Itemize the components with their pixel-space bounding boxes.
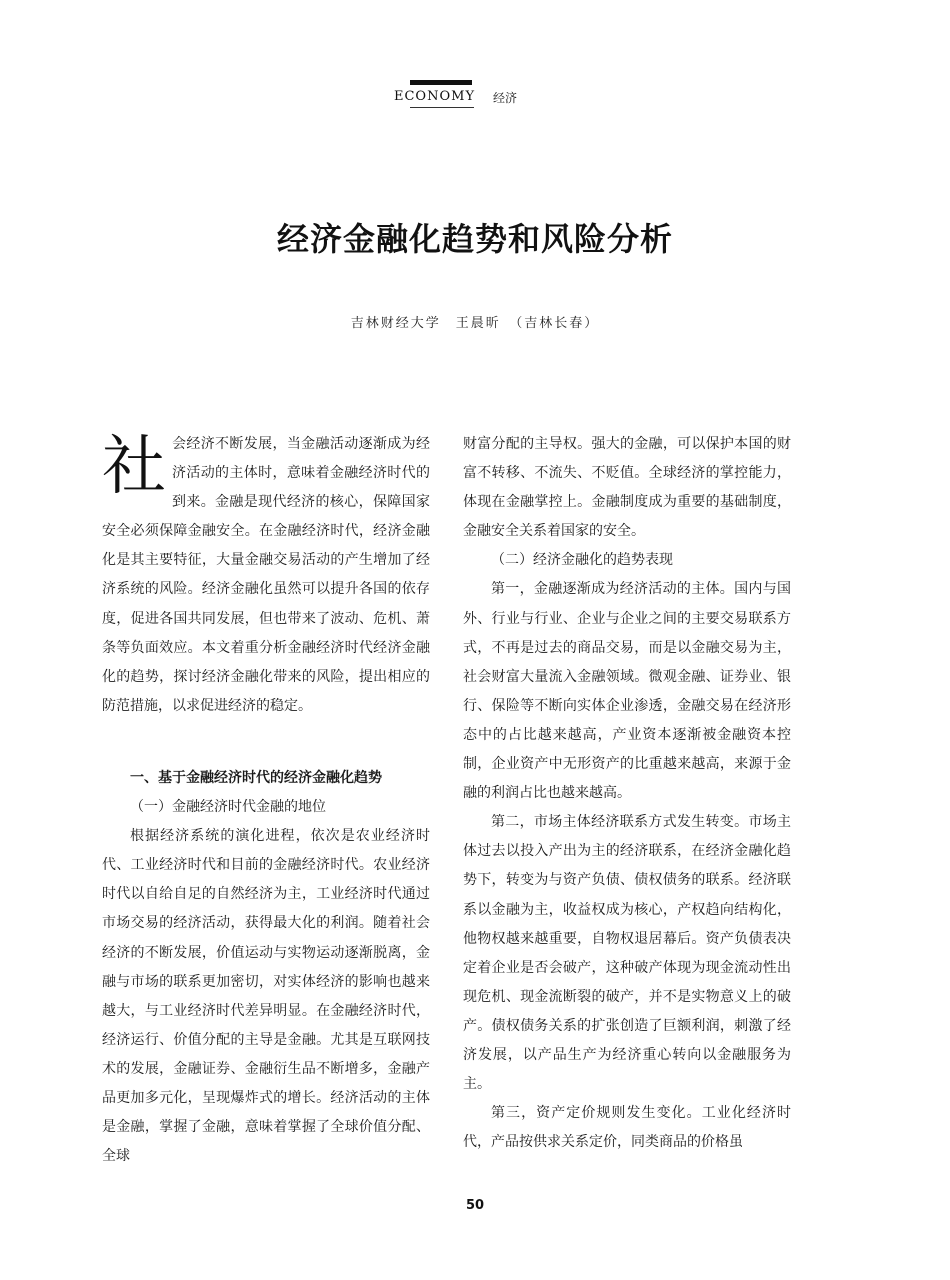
- intro-paragraph: [102, 430, 430, 721]
- subsection-heading: （二）经济金融化的趋势表现: [491, 552, 673, 569]
- header-bar: [410, 80, 472, 85]
- header-underline: [410, 107, 474, 108]
- section-heading: 一、基于金融经济时代的经济金融化趋势: [130, 769, 382, 786]
- intro-text: 会经济不断发展，当金融活动逐渐成为经济活动的主体时，意味着金融经济时代的到来。金融是现代经济的核心，保障国家安全必须保障金融安全。在金融经济时代，经济金融化是其主要特征，大量金融交易活动的产生增加了经济系统的风险。经济金融化虽然可以提升各国的依存度，促进各国共同发展，但也带来了波动、危机、萧条等负面效应。本文着重分析金融经济时代经济金融化的趋势，探讨经济金融化带来的风险，提出相应的防范措施，以求促进经济的稳定。: [102, 436, 430, 714]
- body-paragraph: 根据经济系统的演化进程，依次是农业经济时代、工业经济时代和目前的金融经济时代。农业经济时代以自给自足的自然经济为主，工业经济时代通过市场交易的经济活动，获得最大化的利润。随着社会经济的不断发展，价值运动与实物运动逐渐脱离，金融与市场的联系更加密切，对实体经济的影响也越来越大，与工业经济时代差异明显。在金融经济时代，经济运行、价值分配的主导是金融。尤其是互联网技术的发展，金融证券、金融衍生品不断增多，金融产品更加多元化，呈现爆炸式的增长。经济活动的主体是金融，掌握了金融，意味着掌握了全球价值分配、全球: [102, 828, 430, 1165]
- article-title: 经济金融化趋势和风险分析: [276, 220, 673, 258]
- running-header: [0, 80, 950, 120]
- section-spacer: [102, 721, 430, 764]
- author-byline: 吉林财经大学 王晨昕 （吉林长春）: [350, 316, 600, 331]
- left-column: [102, 430, 430, 1171]
- body-paragraph: 第一，金融逐渐成为经济活动的主体。国内与国外、行业与行业、企业与企业之间的主要交易联系方式，不再是过去的商品交易，而是以金融交易为主，社会财富大量流入金融领域。微观金融、证券业、银行、保险等不断向实体企业渗透，金融交易在经济形态中的占比越来越高，产业资本逐渐被金融资本控制，企业资产中无形资产的比重越来越高，来源于金融的利润占比也越来越高。: [463, 581, 791, 802]
- drop-cap: 社: [102, 430, 166, 504]
- right-column: [463, 430, 791, 1157]
- section-label-zh: 经济: [493, 91, 518, 105]
- body-paragraph-continued: 财富分配的主导权。强大的金融，可以保护本国的财富不转移、不流失、不贬值。全球经济的掌控能力，体现在金融掌控上。金融制度成为重要的基础制度，金融安全关系着国家的安全。: [463, 436, 791, 540]
- subsection-heading: （一）金融经济时代金融的地位: [130, 799, 326, 816]
- section-label-en: ECONOMY: [394, 89, 476, 104]
- body-paragraph: 第二，市场主体经济联系方式发生转变。市场主体过去以投入产出为主的经济联系，在经济金融化趋势下，转变为与资产负债、债权债务的联系。经济联系以金融为主，收益权成为核心，产权趋向结构化，他物权越来越重要，自物权退居幕后。资产负债表决定着企业是否会破产，这种破产体现为现金流动性出现危机、现金流断裂的破产，并不是实物意义上的破产。债权债务关系的扩张创造了巨额利润，刺激了经济发展，以产品生产为经济重心转向以金融服务为主。: [463, 814, 791, 1093]
- page-number: 50: [465, 1198, 485, 1213]
- body-paragraph: 第三，资产定价规则发生变化。工业化经济时代，产品按供求关系定价，同类商品的价格虽: [463, 1105, 791, 1151]
